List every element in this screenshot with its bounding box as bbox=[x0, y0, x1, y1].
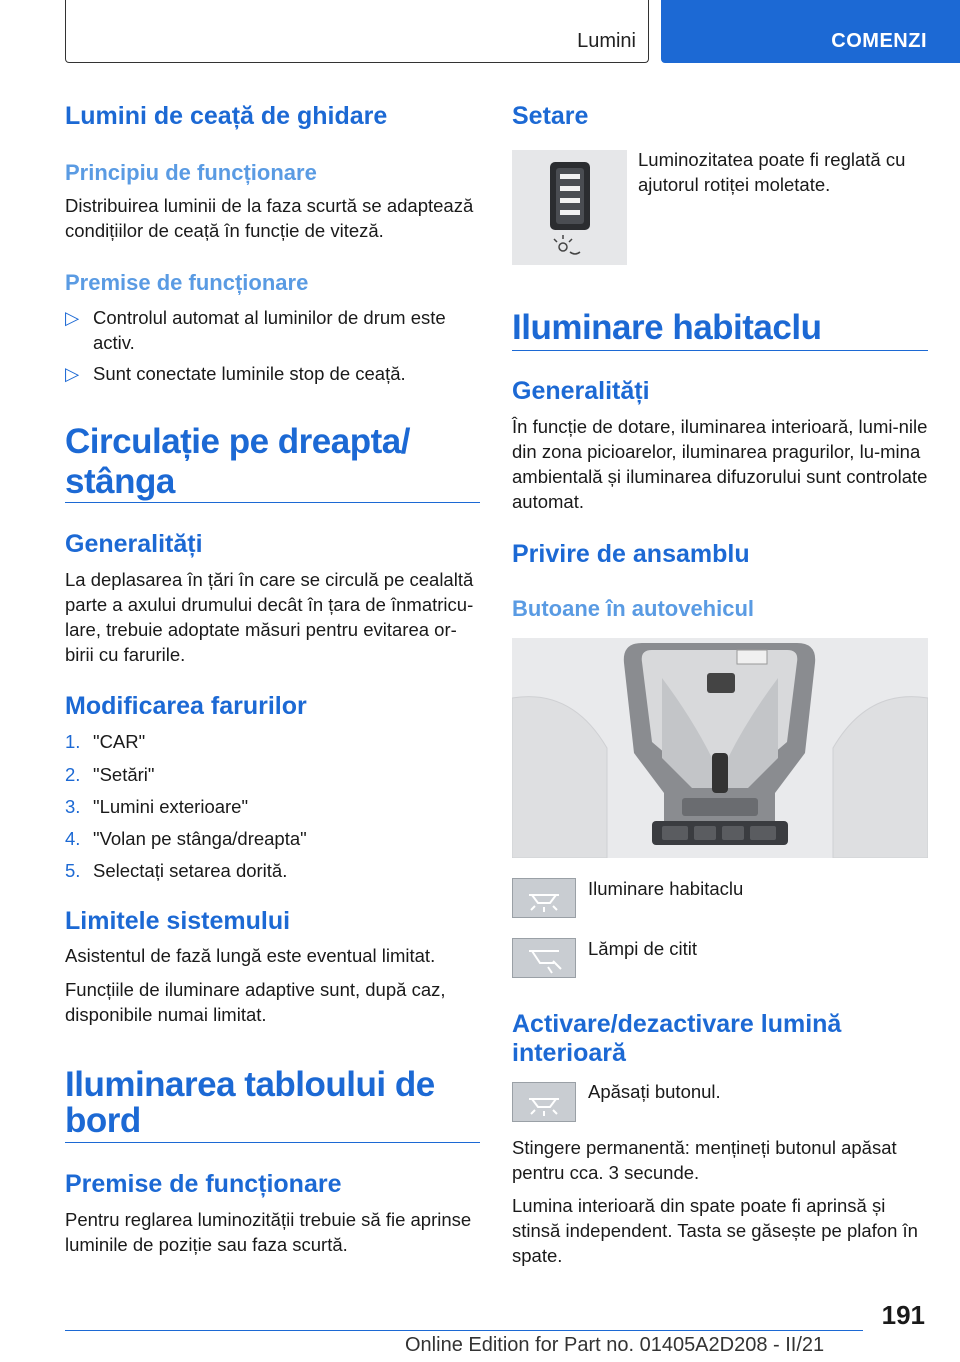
overview-title: Privire de ansamblu bbox=[512, 540, 750, 568]
list-item: ▷ Controlul automat al luminilor de drum este activ. bbox=[65, 307, 446, 353]
triangle-bullet-icon: ▷ bbox=[65, 307, 80, 328]
header-section-label: Lumini bbox=[577, 30, 636, 52]
limits-text-2: Funcțiile de iluminare adaptive sunt, după caz, disponibile numai limitat. bbox=[65, 979, 446, 1025]
footer-rule bbox=[65, 1330, 863, 1331]
edition-note: Online Edition for Part no. 01405A2D208 - II/21 bbox=[405, 1334, 825, 1356]
principle-title: Principiu de funcționare bbox=[65, 160, 317, 185]
list-item: ▷ Sunt conectate luminile stop de ceață. bbox=[65, 363, 406, 384]
interior-light-button-label: Iluminare habitaclu bbox=[588, 878, 744, 899]
traffic-side-title-line1: Circulație pe dreapta/ bbox=[65, 422, 410, 461]
setting-text: Luminozitatea poate fi reglată cu ajutorul rotiței moletate. bbox=[638, 149, 906, 195]
reading-lamp-button-label: Lămpi de citit bbox=[588, 938, 697, 959]
setting-title: Setare bbox=[512, 102, 589, 130]
page-number: 191 bbox=[881, 1300, 925, 1330]
step-item: 1. "CAR" bbox=[65, 731, 146, 752]
section-rule bbox=[65, 502, 480, 503]
permanent-off-text: Stingere permanentă: mențineți butonul apăsat pentru cca. 3 secunde. bbox=[512, 1137, 897, 1183]
section-rule bbox=[65, 1142, 480, 1143]
traffic-side-title-line2: stânga bbox=[65, 462, 175, 501]
step-item: 5. Selectați setarea dorită. bbox=[65, 860, 288, 881]
dash-prereq-title: Premise de funcționare bbox=[65, 1170, 342, 1198]
interior-light-button-icon bbox=[512, 1082, 576, 1122]
principle-text: Distribuirea luminii de la faza scurtă se adaptează condițiilor de ceață în funcție de viteză. bbox=[65, 195, 474, 241]
reading-lamp-button-icon bbox=[512, 938, 576, 978]
dashboard-lighting-title-line1: Iluminarea tabloului de bbox=[65, 1065, 435, 1104]
general-title: Generalități bbox=[65, 530, 203, 558]
interior-lighting-title: Iluminare habitaclu bbox=[512, 308, 822, 347]
fog-lights-title: Lumini de ceață de ghidare bbox=[65, 102, 388, 130]
interior-general-title: Generalități bbox=[512, 377, 650, 405]
header-section-tab bbox=[65, 0, 649, 63]
rear-light-text: Lumina interioară din spate poate fi aprinsă și stinsă independent. Tasta se găsește pe plafon în spate. bbox=[512, 1195, 918, 1266]
limits-text-1: Asistentul de fază lungă este eventual limitat. bbox=[65, 945, 436, 966]
buttons-title: Butoane în autovehicul bbox=[512, 596, 755, 621]
header-chapter-label: COMENZI bbox=[831, 30, 927, 52]
header-chapter-tab bbox=[661, 0, 960, 63]
step-item: 2. "Setări" bbox=[65, 764, 155, 785]
press-button-text: Apăsați butonul. bbox=[588, 1081, 721, 1102]
step-item: 3. "Lumini exterioare" bbox=[65, 796, 249, 817]
interior-light-button-icon bbox=[512, 878, 576, 918]
toggle-title-line1: Activare/dezactivare lumină bbox=[512, 1010, 842, 1038]
system-limits-title: Limitele sistemului bbox=[65, 907, 291, 935]
triangle-bullet-icon: ▷ bbox=[65, 363, 80, 384]
roof-console-image bbox=[512, 638, 928, 858]
dashboard-lighting-title-line2: bord bbox=[65, 1101, 141, 1140]
dash-prereq-text: Pentru reglarea luminozității trebuie să fie aprinse luminile de poziție sau faza scurtă. bbox=[65, 1209, 472, 1255]
toggle-title-line2: interioară bbox=[512, 1039, 626, 1067]
general-text: La deplasarea în țări în care se circulă pe cealaltă parte a axului drumului decât în țara de înmatricu-lare, trebuie adoptate măsuri pentru evitarea or-birii cu farurile. bbox=[65, 569, 474, 665]
prereq-title: Premise de funcționare bbox=[65, 270, 309, 295]
modify-headlights-title: Modificarea farurilor bbox=[65, 692, 307, 720]
step-item: 4. "Volan pe stânga/dreapta" bbox=[65, 828, 307, 849]
interior-general-text: În funcție de dotare, iluminarea interioară, lumi-nile din zona picioarelor, iluminarea pragurilor, lu-mina ambientală și iluminarea difuzorului sunt controlate automat. bbox=[512, 416, 928, 512]
section-rule bbox=[512, 350, 928, 351]
thumbwheel-image bbox=[512, 150, 627, 265]
